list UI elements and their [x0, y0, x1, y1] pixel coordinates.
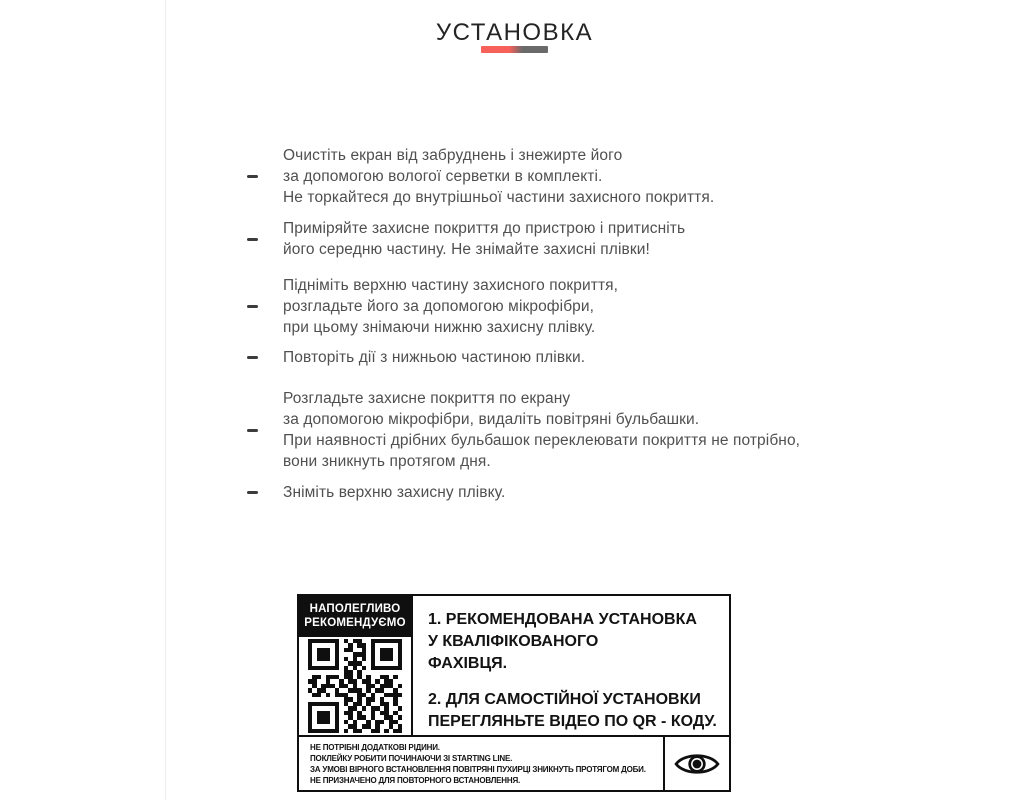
- recommendation-badge-line: РЕКОМЕНДУЄМО: [304, 617, 406, 629]
- eye-icon: [674, 749, 720, 779]
- instruction-line: Очистіть екран від забруднень і знежирте його: [283, 147, 623, 164]
- instruction-text: [283, 218, 685, 260]
- eye-icon-cell: [663, 737, 729, 790]
- recommendation-badge-line: НАПОЛЕГЛИВО: [309, 603, 401, 615]
- bullet-dash-icon: [247, 305, 258, 308]
- footnote-line: ПОКЛЕЙКУ РОБИТИ ПОЧИНАЮЧИ ЗІ STARTING LINE.: [310, 754, 513, 763]
- instruction-text: [283, 482, 505, 503]
- recommendation-box-bottom: [299, 737, 729, 790]
- instruction-line: вони зникнуть протягом дня.: [283, 453, 491, 470]
- instruction-line: При наявності дрібних бульбашок переклеювати покриття не потрібно,: [283, 432, 801, 449]
- instruction-line: Зніміть верхню захисну плівку.: [283, 484, 506, 501]
- instruction-item-1: [247, 145, 937, 208]
- instruction-line: за допомогою вологої серветки в комплекті.: [283, 168, 603, 185]
- title-accent-bar: [481, 46, 548, 53]
- recommendation-point-line: 2. ДЛЯ САМОСТІЙНОЇ УСТАНОВКИ: [428, 691, 701, 708]
- bullet-dash-icon: [247, 491, 258, 494]
- footnote-line: ЗА УМОВІ ВІРНОГО ВСТАНОВЛЕННЯ ПОВІТРЯНІ ПУХИРЦІ ЗНИКНУТЬ ПРОТЯГОМ ДОБИ.: [310, 765, 646, 774]
- instruction-line: Повторіть дії з нижньою частиною плівки.: [283, 349, 586, 366]
- footnote-line: НЕ ПОТРІБНІ ДОДАТКОВІ РІДИНИ.: [310, 743, 440, 752]
- instruction-line: при цьому знімаючи нижню захисну плівку.: [283, 319, 596, 336]
- recommendation-box: [297, 594, 731, 792]
- recommendation-box-qr-cell: [299, 596, 413, 735]
- recommendation-box-top: [299, 596, 729, 737]
- instruction-text: [283, 275, 618, 338]
- recommendation-badge: [299, 596, 411, 637]
- instruction-text: [283, 388, 800, 472]
- recommendation-point-line: ФАХІВЦЯ.: [428, 655, 508, 672]
- footnotes: [299, 737, 663, 790]
- instruction-text: [283, 347, 585, 368]
- instruction-line: розгладьте його за допомогою мікрофібри,: [283, 298, 595, 315]
- recommendation-point-2: [428, 689, 725, 733]
- bullet-dash-icon: [247, 356, 258, 359]
- instruction-line: за допомогою мікрофібри, видаліть повітряні бульбашки.: [283, 411, 700, 428]
- bullet-dash-icon: [247, 429, 258, 432]
- page-title: УСТАНОВКА: [435, 19, 594, 47]
- instruction-item-4: [247, 347, 937, 368]
- recommendation-point-line: 1. РЕКОМЕНДОВАНА УСТАНОВКА: [428, 611, 697, 628]
- page-left-divider: [165, 0, 166, 800]
- instruction-line: Не торкайтеся до внутрішньої частини захисного покриття.: [283, 189, 715, 206]
- qr-code: [308, 639, 402, 733]
- instruction-line: Розгладьте захисне покриття по екрану: [283, 390, 571, 407]
- instruction-item-6: [247, 482, 937, 503]
- instruction-line: його середню частину. Не знімайте захисні плівки!: [283, 241, 650, 258]
- bullet-dash-icon: [247, 238, 258, 241]
- instruction-list: [247, 145, 937, 503]
- recommendation-point-line: ПЕРЕГЛЯНЬТЕ ВІДЕО ПО QR - КОДУ.: [428, 713, 717, 730]
- instruction-text: [283, 145, 714, 208]
- instruction-line: Підніміть верхню частину захисного покриття,: [283, 277, 619, 294]
- instruction-line: Приміряйте захисне покриття до пристрою і притисніть: [283, 220, 686, 237]
- recommendation-point-line: У КВАЛІФІКОВАНОГО: [428, 633, 599, 650]
- footnote-line: НЕ ПРИЗНАЧЕНО ДЛЯ ПОВТОРНОГО ВСТАНОВЛЕННЯ.: [310, 776, 521, 785]
- recommendation-points: [413, 596, 729, 735]
- recommendation-point-1: [428, 609, 725, 675]
- instruction-item-5: [247, 388, 937, 472]
- bullet-dash-icon: [247, 175, 258, 178]
- instruction-item-2: [247, 218, 937, 260]
- qr-code-wrapper: [299, 637, 411, 735]
- instruction-item-3: [247, 275, 937, 338]
